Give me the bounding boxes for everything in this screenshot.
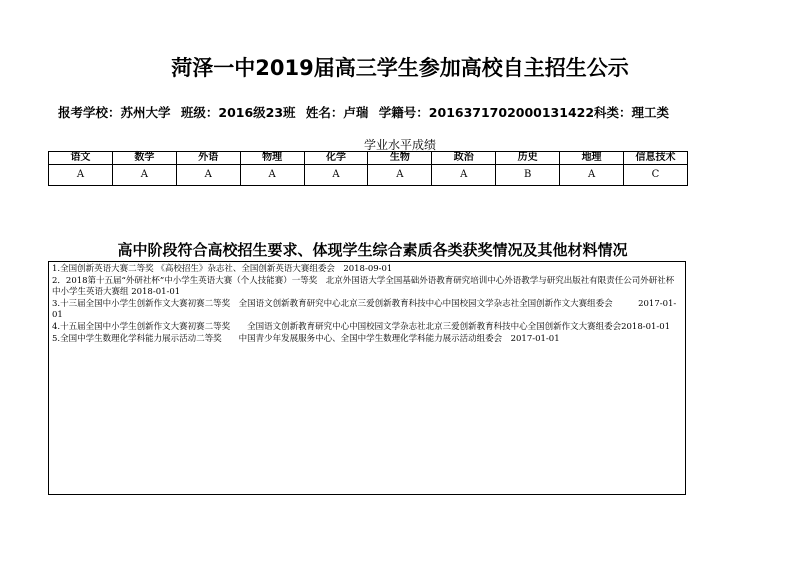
score-cell: B <box>496 165 560 186</box>
scores-table <box>48 151 688 186</box>
scores-section-title: 学业水平成绩 <box>363 138 436 152</box>
header-cell: 外语 <box>176 152 240 165</box>
scores-header-row <box>49 152 688 165</box>
score-cell: A <box>432 165 496 186</box>
awards-list <box>48 261 686 495</box>
header-cell: 数学 <box>112 152 176 165</box>
header-cell: 地理 <box>560 152 624 165</box>
header-cell: 化学 <box>304 152 368 165</box>
score-cell: A <box>112 165 176 186</box>
student-id-field: 学籍号：20163717020001314​22科类：理工类 <box>378 105 670 120</box>
header-cell: 语文 <box>49 152 113 165</box>
score-cell: A <box>368 165 432 186</box>
list-item: 1.全国创新英语大赛二等奖 《高校招生》杂志社、全国创新英语大赛组委会 2018-09-01 <box>52 264 393 274</box>
page-title: 菏泽一中2019届高三学生参加高校自主招生公示 <box>171 56 629 80</box>
score-cell: A <box>240 165 304 186</box>
header-cell: 物理 <box>240 152 304 165</box>
header-cell: 生物 <box>368 152 432 165</box>
score-cell: A <box>304 165 368 186</box>
header-cell: 信息技术 <box>624 152 688 165</box>
score-cell: A <box>560 165 624 186</box>
name-field: 姓名：卢瑞 <box>305 105 369 120</box>
list-item: 4.十五届全国中小学生创新作文大赛初赛二等奖 全国语文创新教育研究中心中国校园文学杂志社北京三爱创新教育科技中心全国创新作文大赛组委会2018-01-01 <box>52 321 671 332</box>
header-cell: 历史 <box>496 152 560 165</box>
school-field: 报考学校：苏州大学 <box>58 105 171 120</box>
score-cell: A <box>176 165 240 186</box>
header-cell: 政治 <box>432 152 496 165</box>
scores-value-row <box>49 165 688 186</box>
score-cell: C <box>624 165 688 186</box>
list-item: 2．2018第十五届“外研社杯”中小学生英语大赛（个人技能赛）一等奖 北京外国语大学全国基础外语教育研究培训中心外语教学与研究出版社有限责任公司外研社杯中小学生英语大赛组 2018-01-01 <box>52 275 675 298</box>
class-field: 班级：2016级23班 <box>180 105 296 120</box>
score-cell: A <box>49 165 113 186</box>
awards-section-title: 高中阶段符合高校招生要求、体现学生综合素质各类获奖情况及其他材料情况 <box>117 241 628 259</box>
list-item: 3.十三届全国中小学生创新作文大赛初赛二等奖 全国语文创新教育研究中心北京三爱创新教育科技中心中国校园文学杂志社全国创新作文大赛组委会 2017-01-01 <box>52 298 677 321</box>
list-item: 5.全国中学生数理化学科能力展示活动二等奖 中国青少年发展服务中心、全国中学生数理化学科能力展示活动组委会 2017-01-01 <box>52 333 560 344</box>
student-info <box>58 103 675 121</box>
